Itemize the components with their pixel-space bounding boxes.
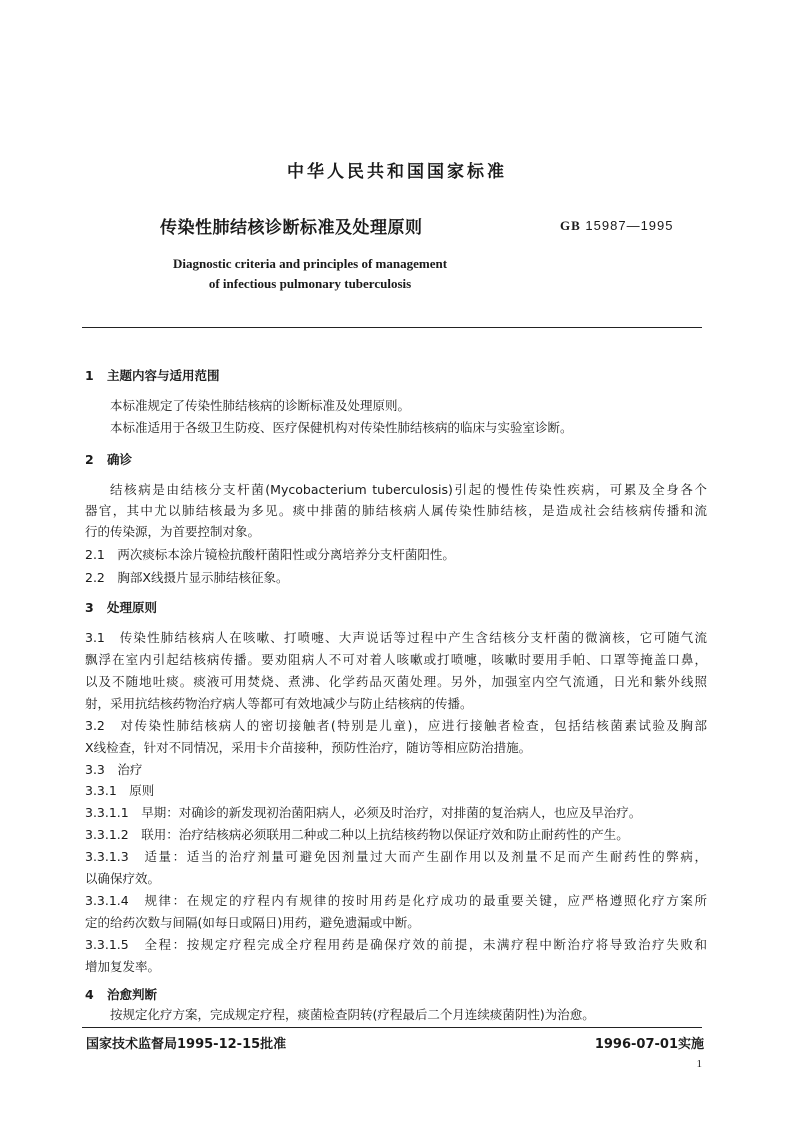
- paragraph: 按规定化疗方案，完成规定疗程，痰菌检查阴转(疗程最后二个月连续痰菌阴性)为治愈。: [110, 1007, 595, 1022]
- section-number: 4: [85, 987, 94, 1002]
- footer-divider: [82, 1027, 702, 1028]
- section-title: 确诊: [107, 452, 133, 467]
- paragraph: 本标准适用于各级卫生防疫、医疗保健机构对传染性肺结核病的临床与实验室诊断。: [110, 420, 573, 435]
- clause-3-3-1-4-line: 3.3.1.4 规律：在规定的疗程内有规律的按时用药是化疗成功的最重要关键，应严格遵照化疗方案所: [85, 893, 707, 908]
- paragraph-line: 器官，其中尤以肺结核最为多见。痰中排菌的肺结核病人属传染性肺结核，是造成社会结核病传播和流: [85, 503, 707, 518]
- section-title: 主题内容与适用范围: [107, 368, 220, 383]
- clause-3-3-1-2: 3.3.1.2 联用：治疗结核病必须联用二种或二种以上抗结核药物以保证疗效和防止耐药性的产生。: [85, 827, 629, 842]
- section-3-heading: [85, 598, 157, 616]
- effective-date: 1996-07-01实施: [594, 1037, 704, 1052]
- english-title-line-2: of infectious pulmonary tuberculosis: [208, 276, 412, 291]
- section-4-heading: [85, 985, 157, 1003]
- national-standard-heading: 中华人民共和国国家标准: [287, 162, 507, 182]
- clause-3-2-line: 3.2 对传染性肺结核病人的密切接触者(特别是儿童)，应进行接触者检查，包括结核菌素试验及胸部: [85, 718, 707, 733]
- document-title: 传染性肺结核诊断标准及处理原则: [160, 218, 423, 238]
- clause-3-1-line: 飘浮在室内引起结核病传播。要劝阻病人不可对着人咳嗽或打喷嚏，咳嗽时要用手帕、口罩等掩盖口鼻，: [85, 652, 707, 667]
- section-number: 1: [85, 368, 94, 383]
- clause-3-1-line: 3.1 传染性肺结核病人在咳嗽、打喷嚏、大声说话等过程中产生含结核分支杆菌的微滴核，它可随气流: [85, 630, 707, 645]
- clause-3-3-1-1: 3.3.1.1 早期：对确诊的新发现初治菌阳病人，必须及时治疗，对排菌的复治病人，也应及早治疗。: [85, 805, 642, 820]
- clause-3-2-line: X线检查，针对不同情况，采用卡介苗接种，预防性治疗，随访等相应防治措施。: [85, 740, 532, 755]
- section-number: 3: [85, 600, 94, 615]
- clause-3-3-1-heading: 3.3.1 原则: [85, 783, 155, 798]
- english-title-line-1: Diagnostic criteria and principles of management: [172, 256, 448, 271]
- clause-3-3-1-3-line: 3.3.1.3 适量：适当的治疗剂量可避免因剂量过大而产生副作用以及剂量不足而产生耐药性的弊病，: [85, 849, 707, 864]
- approval-date: 国家技术监督局1995-12-15批准: [86, 1037, 287, 1052]
- clause-3-1-line: 射，采用抗结核药物治疗病人等都可有效地减少与防止结核病的传播。: [85, 696, 473, 711]
- section-2-heading: [85, 450, 132, 468]
- standard-code: [560, 218, 674, 234]
- paragraph-line: 行的传染源，为首要控制对象。: [85, 524, 261, 539]
- paragraph-line: 结核病是由结核分支杆菌(Mycobacterium tuberculosis)引起的慢性传染性疾病，可累及全身各个: [110, 482, 707, 497]
- section-title: 处理原则: [107, 600, 158, 615]
- page-number: 1: [696, 1058, 702, 1070]
- section-1-heading: [85, 366, 220, 384]
- clause-3-1-line: 以及不随地吐痰。痰液可用焚烧、煮沸、化学药品灭菌处理。另外，加强室内空气流通，日光和紫外线照: [85, 674, 707, 689]
- section-number: 2: [85, 452, 94, 467]
- clause-2-1: 2.1 两次痰标本涂片镜检抗酸杆菌阳性或分离培养分支杆菌阳性。: [85, 547, 455, 562]
- header-divider: [82, 327, 702, 328]
- section-title: 治愈判断: [107, 987, 158, 1002]
- standard-code-number: 15987—1995: [585, 218, 674, 233]
- standard-code-prefix: GB: [560, 218, 581, 233]
- clause-3-3-1-4-line: 定的给药次数与间隔(如每日或隔日)用药，避免遗漏或中断。: [85, 915, 420, 930]
- paragraph: 本标准规定了传染性肺结核病的诊断标准及处理原则。: [110, 398, 411, 413]
- clause-3-3-1-5-line: 3.3.1.5 全程：按规定疗程完成全疗程用药是确保疗效的前提，未满疗程中断治疗将导致治疗失败和: [85, 937, 707, 952]
- clause-3-3-heading: 3.3 治疗: [85, 762, 143, 777]
- clause-2-2: 2.2 胸部X线摄片显示肺结核征象。: [85, 570, 289, 585]
- clause-3-3-1-5-line: 增加复发率。: [85, 959, 161, 974]
- clause-3-3-1-3-line: 以确保疗效。: [85, 871, 161, 886]
